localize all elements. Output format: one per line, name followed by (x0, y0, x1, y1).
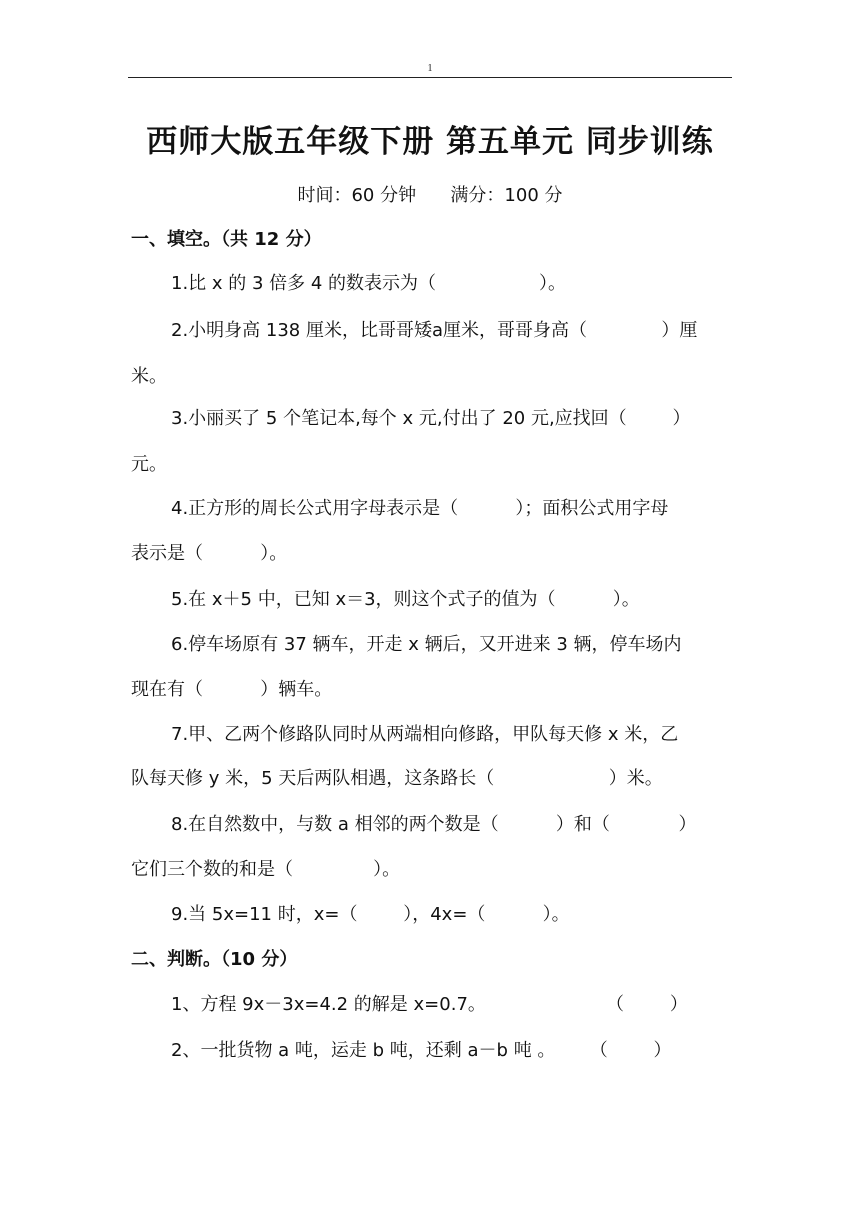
exam-info: 时间：60 分钟 满分：100 分 (297, 185, 563, 206)
question-2-continuation: 米。 (131, 366, 167, 387)
question-8-continuation: 它们三个数的和是（ ）。 (131, 859, 401, 880)
section-heading-fill-blank: 一、填空。（共 12 分） (131, 229, 322, 250)
question-5: 5.在 x＋5 中，已知 x＝3，则这个式子的值为（ ）。 (171, 589, 640, 610)
question-8: 8.在自然数中，与数 a 相邻的两个数是（ ）和（ ） (171, 814, 697, 835)
question-4-continuation: 表示是（ ）。 (131, 543, 288, 564)
question-7-continuation: 队每天修 y 米，5 天后两队相遇，这条路长（ ）米。 (131, 768, 663, 789)
section-heading-true-false: 二、判断。（10 分） (131, 949, 298, 970)
page-title: 西师大版五年级下册 第五单元 同步训练 (146, 124, 714, 160)
header-rule (128, 77, 732, 78)
question-3: 3.小丽买了 5 个笔记本,每个 x 元,付出了 20 元,应找回（ ） (171, 408, 691, 429)
question-7: 7.甲、乙两个修路队同时从两端相向修路，甲队每天修 x 米，乙 (171, 724, 679, 745)
question-9: 9.当 5x=11 时，x=（ ），4x=（ ）。 (171, 904, 570, 925)
page-number: 1 (427, 63, 433, 74)
question-1: 1.比 x 的 3 倍多 4 的数表示为（ ）。 (171, 273, 567, 294)
question-6: 6.停车场原有 37 辆车，开走 x 辆后，又开进来 3 辆，停车场内 (171, 634, 682, 655)
question-3-continuation: 元。 (131, 454, 167, 475)
judge-question-2: 2、一批货物 a 吨，运走 b 吨，还剩 a－b 吨 。 （ ） (171, 1040, 672, 1061)
question-2: 2.小明身高 138 厘米，比哥哥矮a厘米，哥哥身高（ ）厘 (171, 320, 698, 341)
question-6-continuation: 现在有（ ）辆车。 (131, 679, 333, 700)
question-4: 4.正方形的周长公式用字母表示是（ ）；面积公式用字母 (171, 498, 669, 519)
judge-question-1: 1、方程 9x－3x=4.2 的解是 x=0.7。 （ ） (171, 994, 688, 1015)
